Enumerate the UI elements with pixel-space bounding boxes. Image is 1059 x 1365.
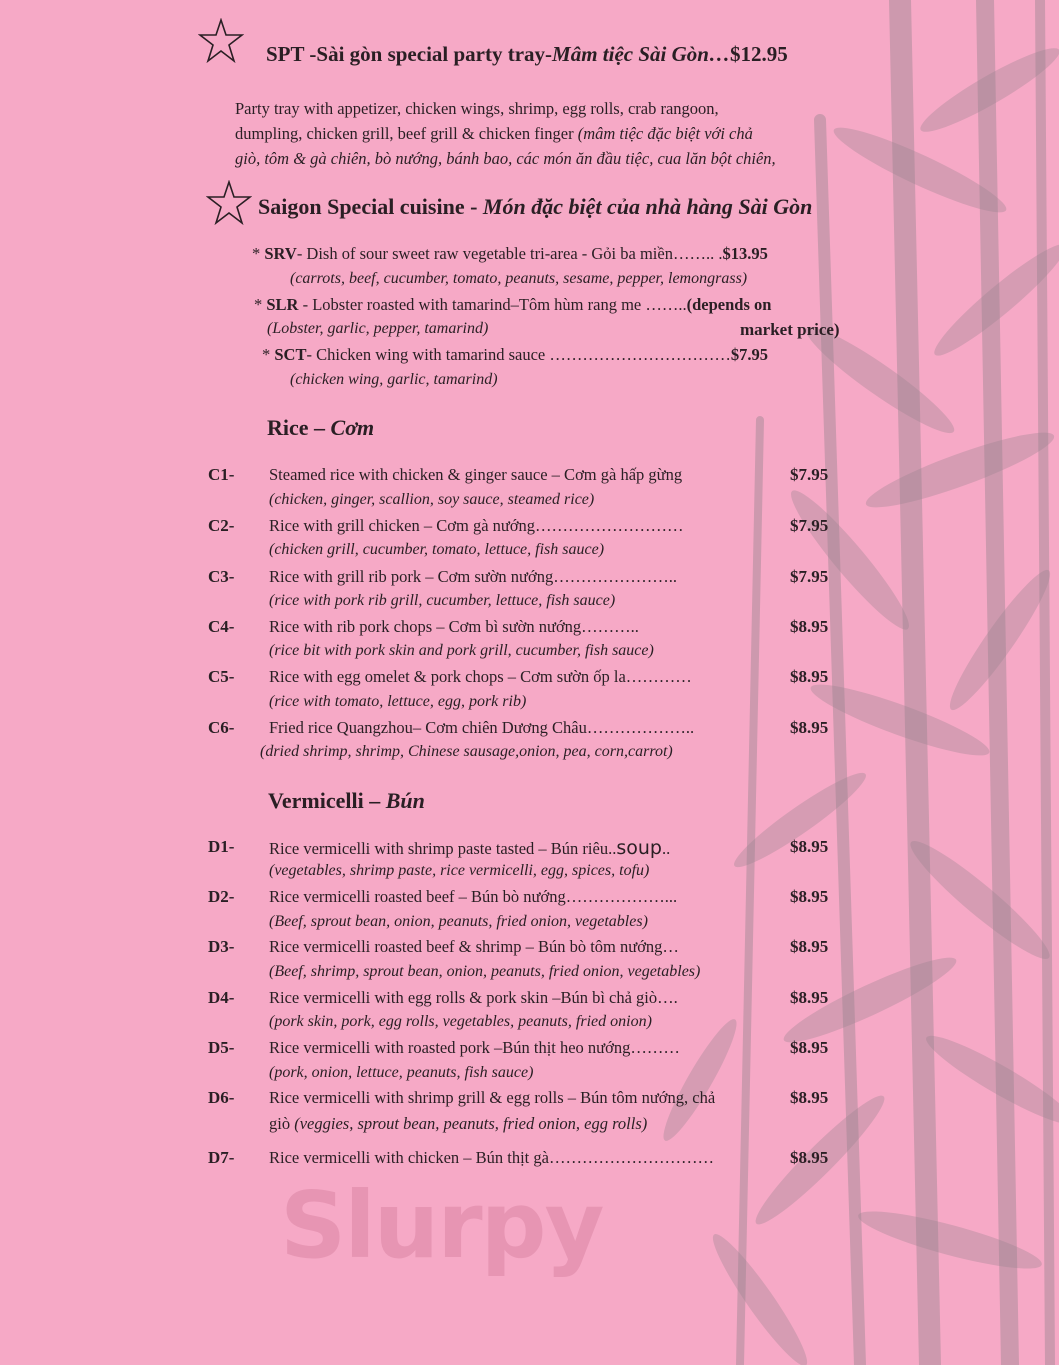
spt-desc-line2: dumpling, chicken grill, beef grill & chicken finger (mâm tiệc đặc biệt với chả [235,124,753,143]
item-price: $8.95 [790,617,829,636]
item-price: $8.95 [790,887,829,906]
ingredients-slr: (Lobster, garlic, pepper, tamarind) [267,320,489,337]
item-ingredients: (rice with pork rib grill, cucumber, lettuce, fish sauce) [269,592,616,609]
item-name-continued: giò (veggies, sprout bean, peanuts, fried onion, egg rolls) [269,1114,648,1133]
item-code: D6- [208,1088,235,1107]
item-price: $7.95 [790,567,829,586]
item-code: C4- [208,617,235,636]
item-name: Rice vermicelli roasted beef & shrimp – Bún bò tôm nướng… [269,937,679,956]
item-name: Rice vermicelli with chicken – Bún thịt gà………………………… [269,1148,714,1167]
item-ingredients: (chicken, ginger, scallion, soy sauce, steamed rice) [269,491,595,508]
rice-section-title: Rice – Cơm [267,415,375,440]
vermicelli-section-title: Vermicelli – Bún [268,788,425,813]
menu-item-srv: * SRV- Dish of sour sweet raw vegetable tri-area - Gỏi ba miền…….. .$13.95 [252,244,768,263]
item-price: $8.95 [790,667,829,686]
item-code: D2- [208,887,235,906]
item-code: D7- [208,1148,235,1167]
item-name: Rice vermicelli with shrimp grill & egg rolls – Bún tôm nướng, chả [269,1088,716,1107]
item-ingredients: (rice bit with pork skin and pork grill, cucumber, fish sauce) [269,642,654,659]
ingredients-sct: (chicken wing, garlic, tamarind) [290,371,498,388]
item-ingredients: (chicken grill, cucumber, tomato, lettuce, fish sauce) [269,541,605,558]
item-ingredients: (Beef, shrimp, sprout bean, onion, peanuts, fried onion, vegetables) [269,963,701,980]
item-code: D1- [208,837,235,856]
ingredients-srv: (carrots, beef, cucumber, tomato, peanuts, sesame, pepper, lemongrass) [290,270,748,287]
item-name: Rice with grill chicken – Cơm gà nướng……………………… [269,516,684,535]
item-code: D5- [208,1038,235,1057]
spt-title: SPT -Sài gòn special party tray-Mâm tiệc Sài Gòn…$12.95 [266,42,788,66]
item-code: C1- [208,465,235,484]
item-price: $7.95 [790,465,829,484]
item-name: Rice vermicelli with egg rolls & pork skin –Bún bì chả giò…. [269,988,678,1007]
spt-desc-line3: giò, tôm & gà chiên, bò nướng, bánh bao, các món ăn đầu tiệc, cua lăn bột chiên, [235,149,776,168]
item-name: Rice with egg omelet & pork chops – Cơm sườn ốp la………… [269,667,692,686]
star-icon [198,18,244,64]
item-price: $8.95 [790,937,829,956]
item-price: $8.95 [790,718,829,737]
saigon-special-title: Saigon Special cuisine - Món đặc biệt của nhà hàng Sài Gòn [258,194,813,219]
item-ingredients: (Beef, sprout bean, onion, peanuts, fried onion, vegetables) [269,913,648,930]
item-ingredients: (rice with tomato, lettuce, egg, pork rib) [269,693,527,710]
item-name: Steamed rice with chicken & ginger sauce – Cơm gà hấp gừng [269,465,683,484]
item-name: Rice vermicelli with shrimp paste tasted – Bún riêu..soup.. [269,837,671,859]
item-name: Fried rice Quangzhou– Cơm chiên Dương Châu……………….. [269,718,695,737]
star-icon [206,180,252,226]
item-ingredients: (vegetables, shrimp paste, rice vermicelli, egg, spices, tofu) [269,862,650,879]
item-code: C5- [208,667,235,686]
item-code: C6- [208,718,235,737]
item-code: D4- [208,988,235,1007]
menu-item-sct: * SCT- Chicken wing with tamarind sauce ……………………………$7.95 [262,345,768,364]
item-code: C2- [208,516,235,535]
item-ingredients: (pork skin, pork, egg rolls, vegetables, peanuts, fried onion) [269,1013,652,1030]
item-price: $8.95 [790,837,829,856]
handwritten-note: soup [616,837,662,859]
item-name: Rice with rib pork chops – Cơm bì sườn nướng……….. [269,617,639,636]
item-price: $7.95 [790,516,829,535]
item-name: Rice with grill rib pork – Cơm sườn nướng………………….. [269,567,677,586]
price-slr-market: market price) [740,320,840,339]
spt-desc-line1: Party tray with appetizer, chicken wings, shrimp, egg rolls, crab rangoon, [235,99,719,118]
item-price: $8.95 [790,988,829,1007]
item-name: Rice vermicelli roasted beef – Bún bò nướng………………... [269,887,678,906]
item-price: $8.95 [790,1038,829,1057]
menu-item-slr: * SLR - Lobster roasted with tamarind–Tôm hùm rang me ……..(depends on [254,295,772,314]
item-name: Rice vermicelli with roasted pork –Bún thịt heo nướng……… [269,1038,680,1057]
item-ingredients: (pork, onion, lettuce, peanuts, fish sauce) [269,1064,534,1081]
item-code: D3- [208,937,235,956]
item-ingredients: (dried shrimp, shrimp, Chinese sausage,onion, pea, corn,carrot) [260,743,673,760]
item-price: $8.95 [790,1088,829,1107]
item-price: $8.95 [790,1148,829,1167]
item-code: C3- [208,567,235,586]
watermark: Slurpy [280,1172,603,1279]
